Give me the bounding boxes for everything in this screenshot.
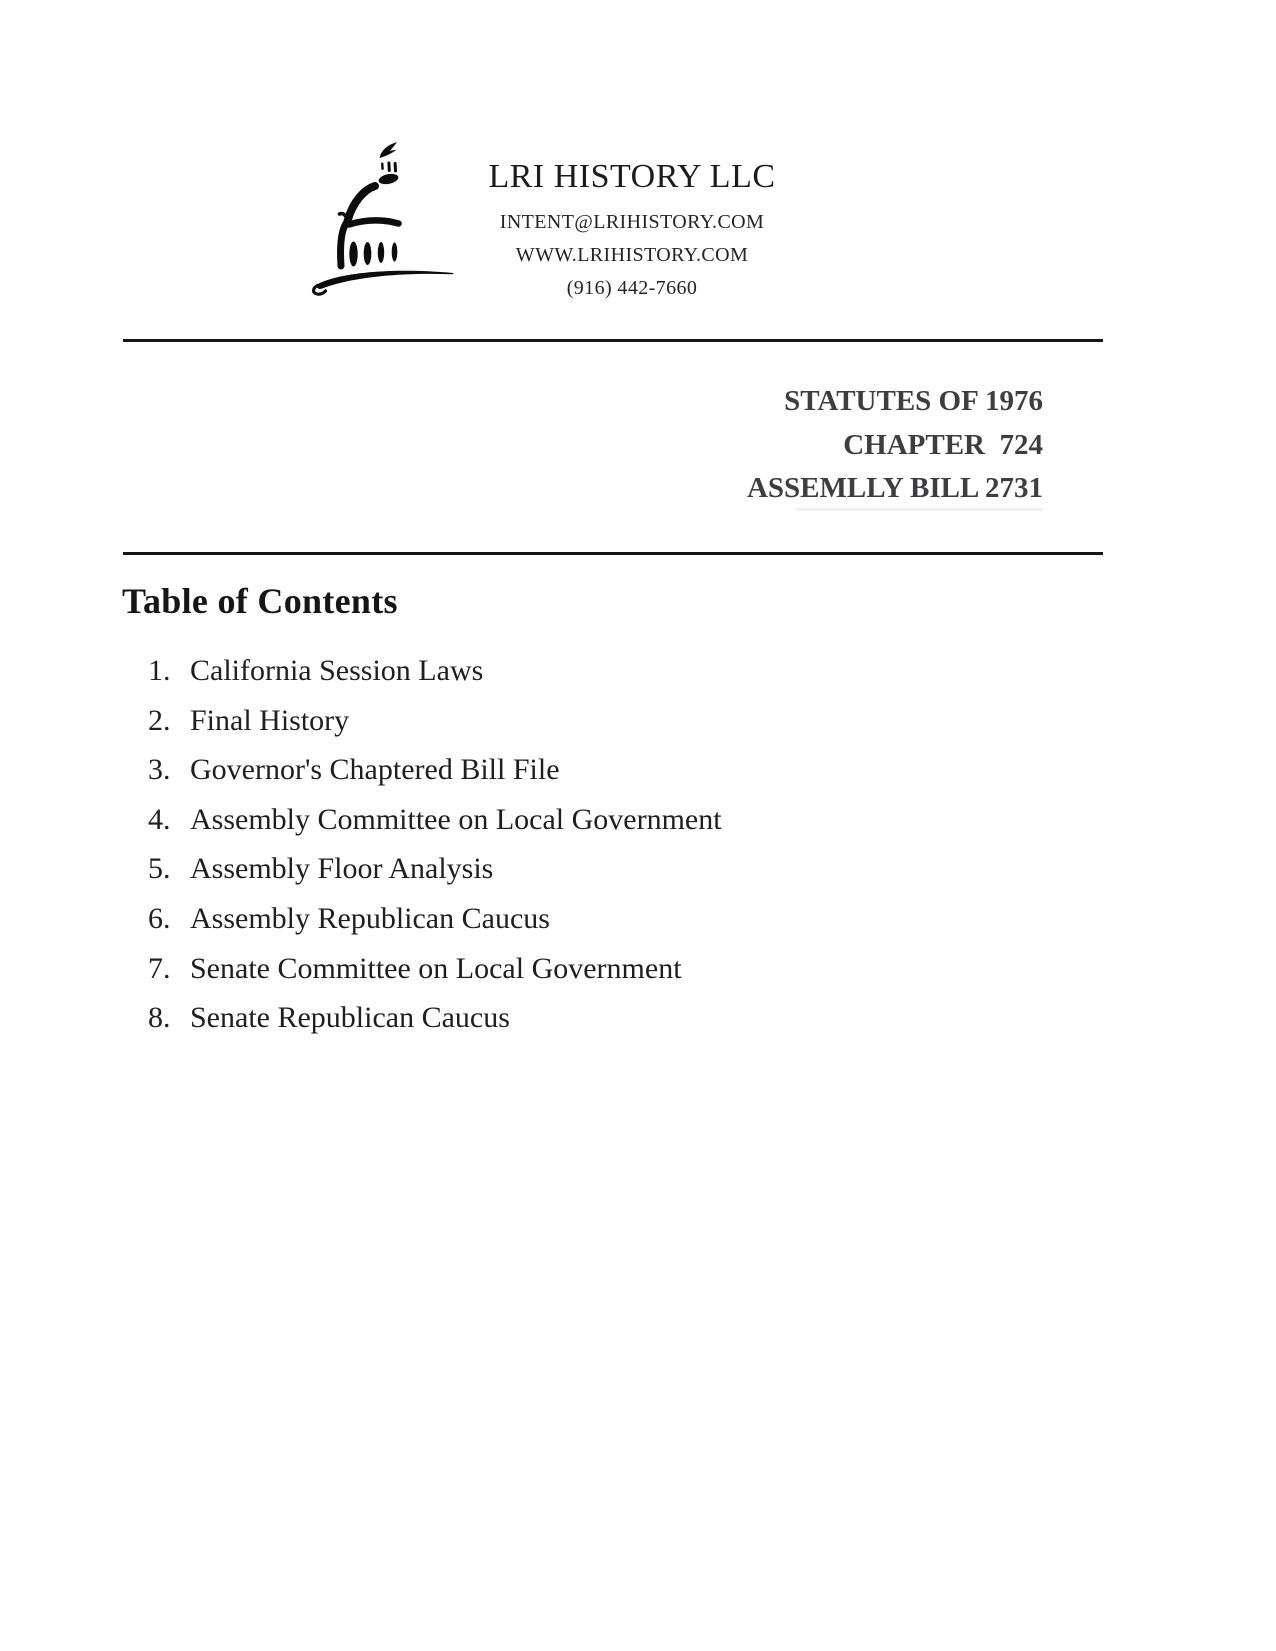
toc-item-number: 7.: [148, 951, 171, 985]
toc-item-label: Assembly Floor Analysis: [190, 852, 494, 886]
divider-bottom: [123, 552, 1103, 555]
toc-item: [148, 993, 722, 1043]
toc-title: Table of Contents: [122, 581, 398, 621]
letterhead: [412, 158, 852, 300]
toc-item-number: 5.: [148, 852, 171, 886]
toc-item: [148, 844, 722, 894]
divider-top: [123, 339, 1103, 342]
company-phone: (916) 442-7660: [566, 277, 698, 299]
assembly-bill-line: ASSEMLLY BILL 2731: [746, 472, 1043, 504]
chapter-line: CHAPTER 724: [843, 428, 1043, 461]
toc-item: [148, 944, 722, 994]
toc-item-label: Assembly Republican Caucus: [190, 901, 550, 935]
company-website: WWW.LRIHISTORY.COM: [515, 244, 749, 266]
scan-artifact-line: [796, 508, 1042, 511]
statute-reference: [747, 380, 1043, 511]
toc-item-label: Assembly Committee on Local Government: [190, 802, 722, 836]
toc-item-number: 6.: [148, 901, 171, 935]
toc-item: [148, 795, 722, 845]
toc-item-label: Final History: [190, 703, 350, 737]
toc-item-label: Senate Committee on Local Government: [190, 951, 682, 985]
toc-item: [148, 894, 722, 944]
toc-item-number: 2.: [148, 703, 171, 737]
toc-list: [148, 646, 722, 1043]
toc-item: [148, 745, 722, 795]
toc-item-number: 8.: [148, 1001, 171, 1035]
toc-item: [148, 696, 722, 746]
company-name: LRI HISTORY LLC: [488, 158, 776, 195]
company-email: INTENT@LRIHISTORY.COM: [499, 211, 765, 233]
toc-item-number: 3.: [148, 753, 171, 787]
toc-item: [148, 646, 722, 696]
toc-item-number: 4.: [148, 802, 171, 836]
statutes-year-line: STATUTES OF 1976: [784, 385, 1043, 417]
toc-item-number: 1.: [148, 654, 171, 687]
toc-item-label: Senate Republican Caucus: [190, 1001, 510, 1035]
toc-item-label: Governor's Chaptered Bill File: [190, 753, 560, 787]
toc-item-label: California Session Laws: [190, 654, 484, 687]
